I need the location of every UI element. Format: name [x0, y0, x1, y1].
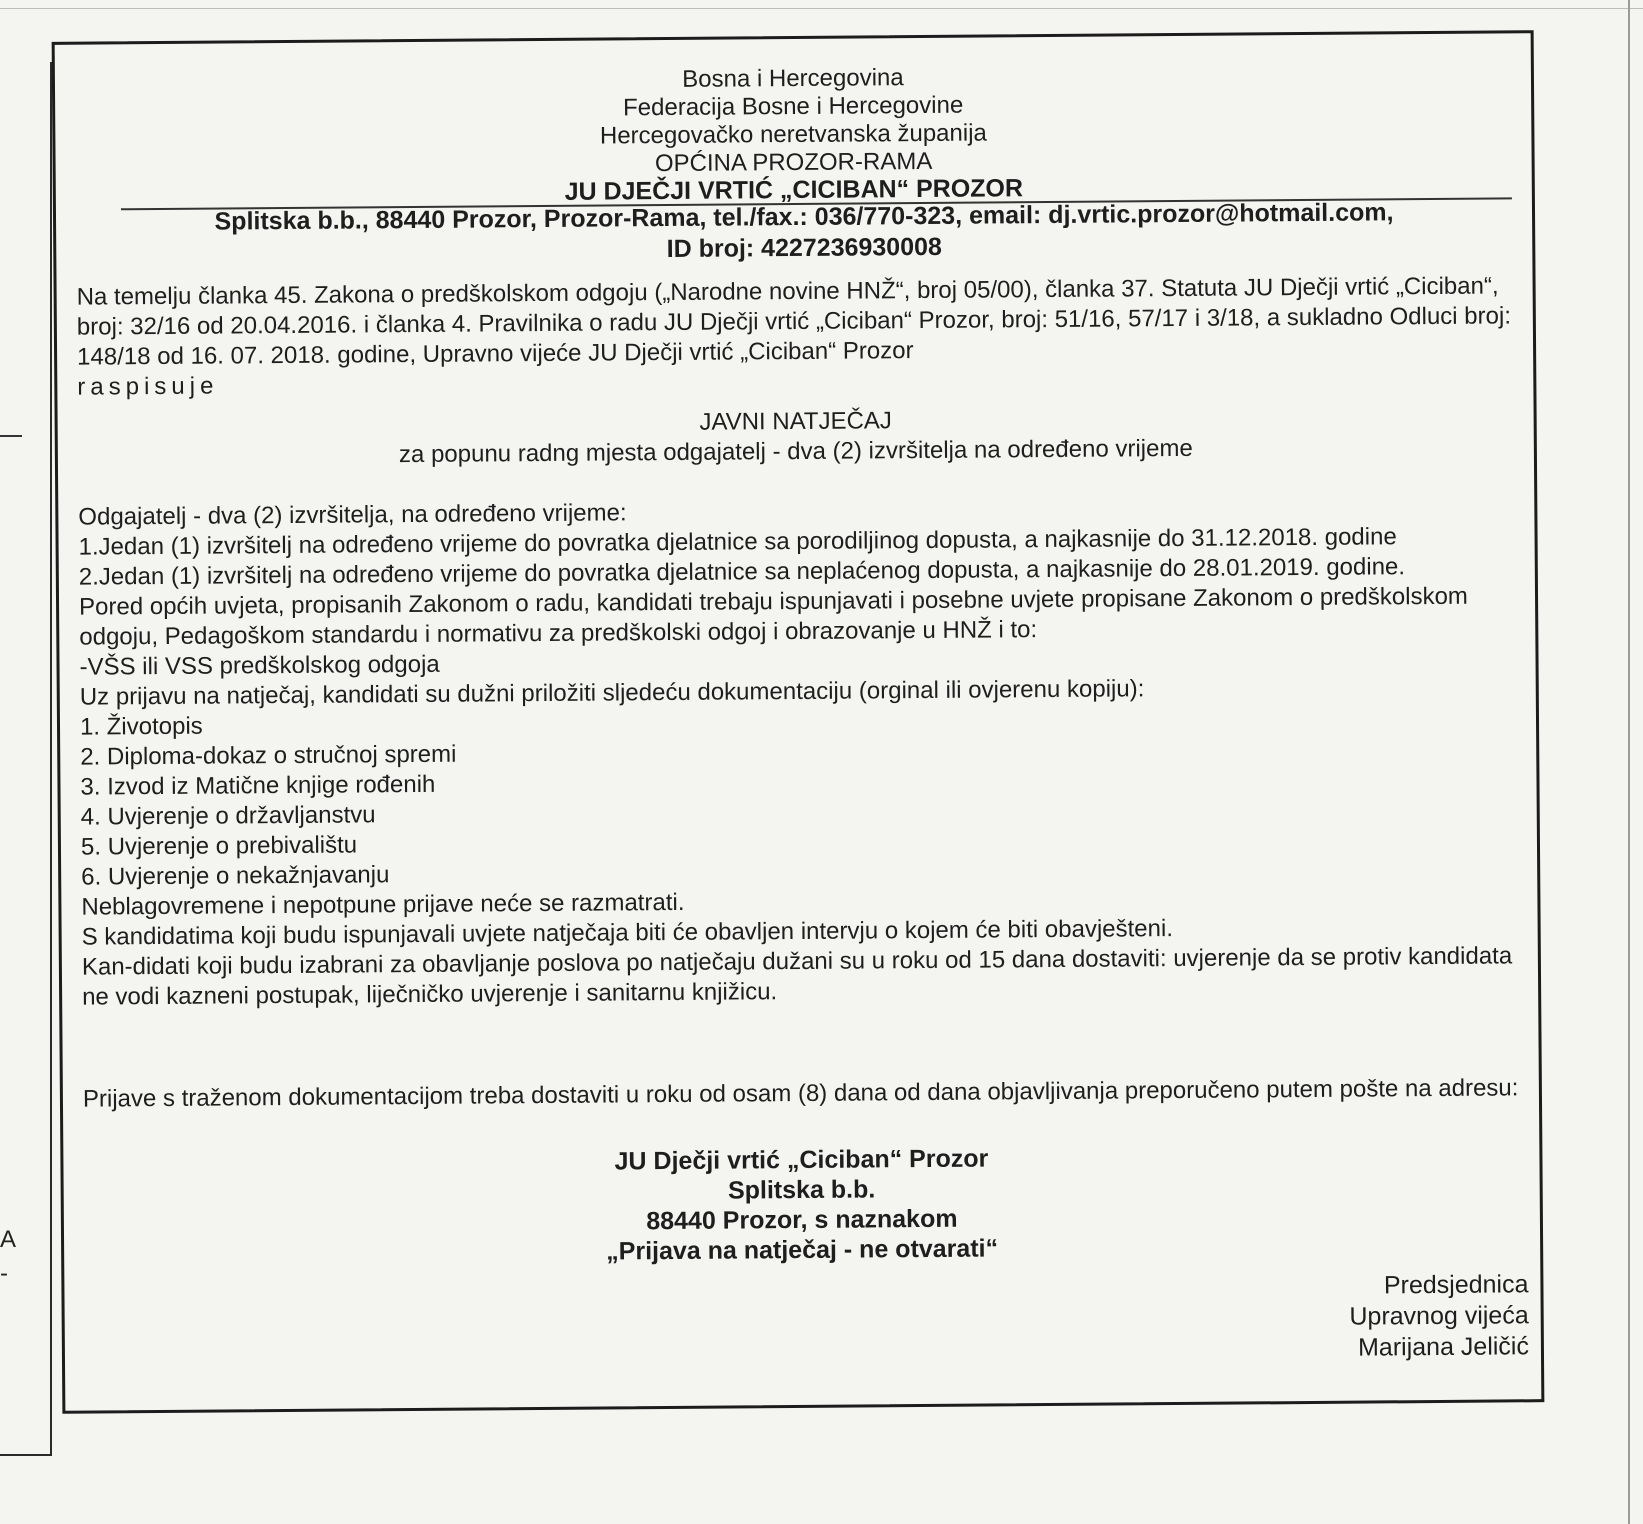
- positions-heading: Odgajatelj - dva (2) izvršitelja, na određeno vrijeme:: [78, 499, 627, 531]
- header-institution: JU DJEČJI VRTIĆ „CICIBAN“ PROZOR: [564, 174, 1024, 206]
- position-item-2: 2.Jedan (1) izvršitelj na određeno vrijeme do povratka djelatnice sa neplaćenog dopusta, a najkasnije do 28.01.2019. godine.: [78, 553, 1406, 591]
- contact-address-line: Splitska b.b., 88440 Prozor, Prozor-Rama, tel./fax.: 036/770-323, email: dj.vrtic.prozor@hotmail.com,: [214, 198, 1394, 236]
- intro-text: Na temelju članka 45. Zakona o predškolskom odgoju („Narodne novine HNŽ“, broj 05/00), članka 37. Statuta JU Dječji vrtić „Ciciban“, broj: 32/16 od 20.04.2016. i članka 4. Pravilnika o radu JU Dječji vrtić „Ciciban“ Prozor, broj: 51/16, 57/17 i 3/18, a sukladno Odluci broj: 148/18 od 16. 07. 2018. godine, Upravno vijeće JU Dječji vrtić „Ciciban“ Prozor: [76, 272, 1512, 371]
- position-item-1: 1.Jedan (1) izvršitelj na određeno vrijeme do povratka djelatnice sa porodiljinog dopusta, a najkasnije do 31.12.2018. godine: [78, 523, 1397, 561]
- positions-block: [78, 491, 1518, 1012]
- page-top-line: [0, 8, 1643, 9]
- intro-verb: raspisuje: [77, 372, 219, 401]
- contact-block: [116, 197, 1492, 270]
- page-fold-line: [1628, 0, 1630, 1524]
- signature-body: Upravnog vijeća: [1349, 1301, 1529, 1331]
- late-applications-note: Neblagovremene i nepotpune prijave neće se razmatrati.: [81, 888, 685, 921]
- document-item: 5. Uvjerenje o prebivalištu: [80, 831, 358, 861]
- header-country: Bosna i Hercegovina: [682, 64, 904, 93]
- intro-paragraph: [77, 271, 1514, 402]
- address-envelope-marking: „Prijava na natječaj - ne otvarati“: [606, 1234, 999, 1266]
- adjacent-column-mark: A: [0, 1226, 17, 1253]
- contact-id-line: ID broj: 4227236930008: [666, 232, 942, 264]
- requirements-text: Pored općih uvjeta, propisanih Zakonom o radu, kandidati trebaju ispunjavati i posebne uvjete propisane Zakonom o predškolskom odgoju, Pedagoškom standardu i normativu za predškolski odgoj i obrazovanje u HNŽ i to:: [78, 582, 1468, 651]
- signature-name: Marijana Jeličić: [1357, 1332, 1530, 1362]
- selected-candidates-note: Kan-didati koji budu izabrani za obavljanje poslova po natječaju dužani su u roku od 15 dana dostaviti: uvjerenje da se protiv kandidata ne vodi kazneni postupak, liječničko uvjerenje i sanitarnu knjižicu.: [81, 942, 1513, 1011]
- header-federation: Federacija Bosne i Hercegovine: [622, 91, 964, 122]
- submission-paragraph: Prijave s traženom dokumentacijom treba dostaviti u roku od osam (8) dana od dana objavljivanja preporučeno putem pošte na adresu:: [82, 1074, 1519, 1113]
- notice-title-block: [78, 401, 1514, 472]
- header-canton: Hercegovačko neretvanska županija: [599, 119, 987, 150]
- address-street: Splitska b.b.: [727, 1175, 876, 1205]
- requirements-degree: -VŠS ili VSS predškolskog odgoja: [79, 650, 440, 681]
- signature-title: Predsjednica: [1383, 1270, 1529, 1300]
- documents-intro: Uz prijavu na natječaj, kandidati su dužni priložiti sljedeću dokumentaciju (orginal ili ovjerenu kopiju):: [79, 675, 1145, 711]
- adjacent-column-mark-2: -: [0, 1260, 8, 1287]
- notice-subtitle: za popunu radng mjesta odgajatelj - dva (2) izvršitelja na određeno vrijeme: [398, 434, 1193, 469]
- document-item: 1. Životopis: [79, 712, 203, 741]
- address-city: 88440 Prozor, s naznakom: [646, 1204, 958, 1236]
- address-recipient: JU Dječji vrtić „Ciciban“ Prozor: [614, 1144, 989, 1176]
- interview-note: S kandidatima koji budu ispunjavali uvjete natječaja biti će obavljen intervju o kojem će biti obavješteni.: [81, 915, 1174, 951]
- notice-title: JAVNI NATJEČAJ: [699, 407, 892, 436]
- header-municipality: OPĆINA PROZOR-RAMA: [654, 147, 933, 178]
- document-item: 3. Izvod iz Matične knjige rođenih: [80, 770, 436, 801]
- document-item: 6. Uvjerenje o nekažnjavanju: [81, 861, 390, 891]
- document-item: 4. Uvjerenje o državljanstvu: [80, 801, 376, 831]
- document-item: 2. Diploma-dokaz o stručnoj spremi: [80, 740, 457, 771]
- adjacent-column-dash: [0, 435, 22, 437]
- signature-block: [1349, 1269, 1529, 1363]
- job-notice-box: [52, 30, 1545, 1414]
- documents-list: [80, 701, 1517, 892]
